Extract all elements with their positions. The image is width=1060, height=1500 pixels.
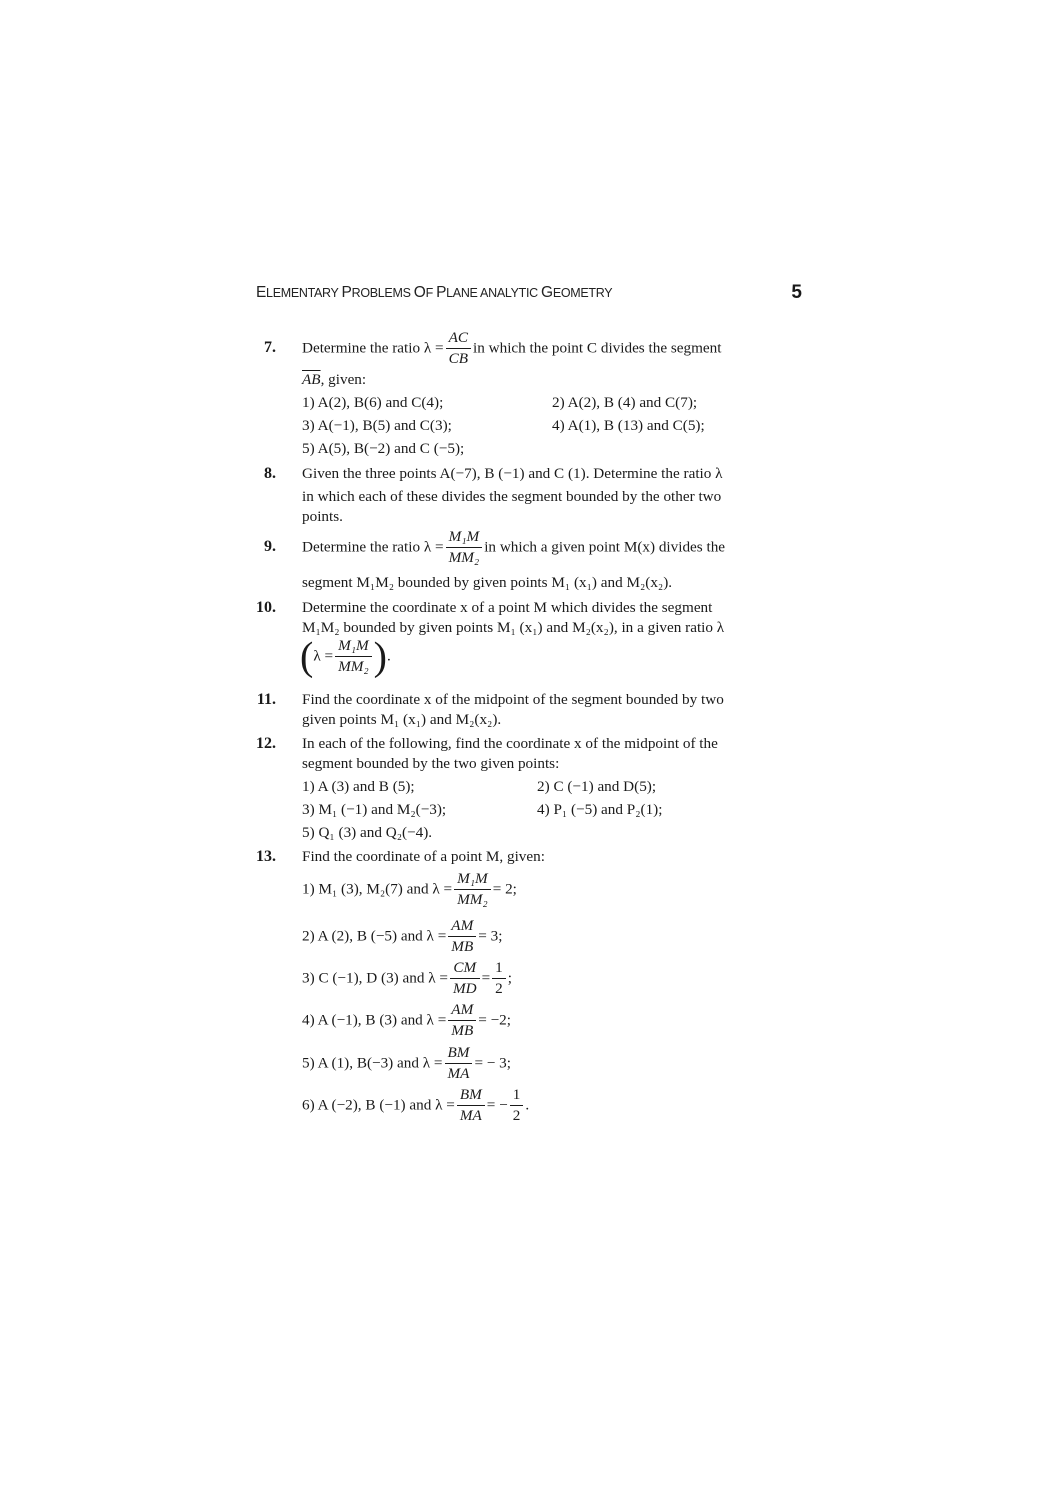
problem-7-number: 7. <box>264 339 276 356</box>
one-half-fraction: $\frac{1}{2}$ <box>492 958 506 999</box>
problem-12-line-2: segment bounded by the two given points: <box>302 755 560 772</box>
problem-12-item-4: 4) P₁ (−5) and P₂(1); <box>537 801 663 818</box>
problem-13-item-5: 5) A (1), B(−3) and λ = $\frac{BM}{MA}$ = − 3; <box>302 1044 511 1082</box>
problem-11-line-1: Find the coordinate x of the midpoint of the segment bounded by two <box>302 691 724 708</box>
problem-12-item-1: 1) A (3) and B (5); <box>302 778 415 795</box>
problem-9-line-2: segment M₁M₂ bounded by given points M₁ (x₁) and M₂(x₂). <box>302 574 673 591</box>
problem-12-item-2: 2) C (−1) and D(5); <box>537 778 657 795</box>
problem-13-line-1: Find the coordinate of a point M, given: <box>302 848 545 865</box>
one-half-fraction: $\frac{1}{2}$ <box>510 1085 524 1126</box>
problem-12-item-5: 5) Q₁ (3) and Q₂(−4). <box>302 824 433 841</box>
problem-11-number: 11. <box>256 691 276 708</box>
ratio-fraction: $\frac{AM}{MB}$ <box>448 1000 476 1041</box>
problem-7-item-1: 1) A(2), B(6) and C(4); <box>302 394 444 411</box>
ratio-fraction: $\frac{\text{M₁M}}{\text{MM₂}}$ <box>454 869 491 910</box>
problem-12-line-1: In each of the following, find the coordinate x of the midpoint of the <box>302 735 718 752</box>
problem-7-item-5: 5) A(5), B(−2) and C (−5); <box>302 440 465 457</box>
running-head-title: ELEMENTARY PROBLEMS OF PLANE ANALYTIC GEOMETRY <box>256 284 613 301</box>
problem-8-number: 8. <box>264 465 276 482</box>
problem-12-item-3: 3) M₁ (−1) and M₂(−3); <box>302 801 447 818</box>
problem-9-line-1: Determine the ratio λ = $\frac{\text{M₁M}}{\text{MM₂}}$ in which a given point M(x) divides the <box>302 528 726 566</box>
problem-13-number: 13. <box>256 848 276 865</box>
problem-7-line-2: $\overline{AB}$, given: <box>302 371 367 388</box>
ratio-fraction: $\frac{BM}{MA}$ <box>445 1043 473 1084</box>
problem-11-line-2: given points M₁ (x₁) and M₂(x₂). <box>302 711 502 728</box>
ratio-fraction: $\frac{AC}{CB}$ <box>446 328 471 369</box>
problem-7-item-4: 4) A(1), B (13) and C(5); <box>552 417 705 434</box>
problem-10-line-2: M₁M₂ bounded by given points M₁ (x₁) and M₂(x₂), in a given ratio λ <box>302 619 725 636</box>
problem-7-item-2: 2) A(2), B (4) and C(7); <box>552 394 698 411</box>
ratio-fraction: $\frac{\text{M₁M}}{\text{MM₂}}$ <box>446 527 483 568</box>
problem-13-item-3: 3) C (−1), D (3) and λ = $\frac{CM}{MD}$ = $\frac{1}{2}$ ; <box>302 959 512 997</box>
problem-13-item-1: 1) M₁ (3), M₂(7) and λ = $\frac{\text{M₁M}}{\text{MM₂}}$ = 2; <box>302 870 517 908</box>
problem-7-line-1: Determine the ratio λ = $\frac{AC}{CB}$ in which the point C divides the segment <box>302 329 722 367</box>
problem-13-item-6: 6) A (−2), B (−1) and λ = $\frac{BM}{MA}$ = − $\frac{1}{2}$ . <box>302 1086 530 1124</box>
problem-10-number: 10. <box>256 599 276 616</box>
problem-7-item-3: 3) A(−1), B(5) and C(3); <box>302 417 452 434</box>
problem-12-number: 12. <box>256 735 276 752</box>
ratio-fraction: $\frac{CM}{MD}$ <box>450 958 480 999</box>
problem-10-line-1: Determine the coordinate x of a point M which divides the segment <box>302 599 713 616</box>
ratio-fraction: $\frac{BM}{MA}$ <box>457 1085 485 1126</box>
problem-8-line-1: Given the three points A(−7), B (−1) and C (1). Determine the ratio λ <box>302 465 723 482</box>
problem-8-line-2: in which each of these divides the segment bounded by the other two <box>302 488 722 505</box>
page-number: 5 <box>791 282 802 303</box>
running-header <box>256 284 804 306</box>
problem-8-line-3: points. <box>302 508 343 525</box>
ratio-fraction: $\frac{\text{M₁M}}{\text{MM₂}}$ <box>335 636 372 677</box>
ratio-fraction: $\frac{AM}{MB}$ <box>448 916 476 957</box>
problem-10-line-3: (λ = $\frac{\text{M₁M}}{\text{MM₂}}$ ). <box>300 633 391 679</box>
problem-9-number: 9. <box>264 538 276 555</box>
problem-13-item-4: 4) A (−1), B (3) and λ = $\frac{AM}{MB}$ = −2; <box>302 1001 511 1039</box>
problem-13-item-2: 2) A (2), B (−5) and λ = $\frac{AM}{MB}$ = 3; <box>302 917 503 955</box>
